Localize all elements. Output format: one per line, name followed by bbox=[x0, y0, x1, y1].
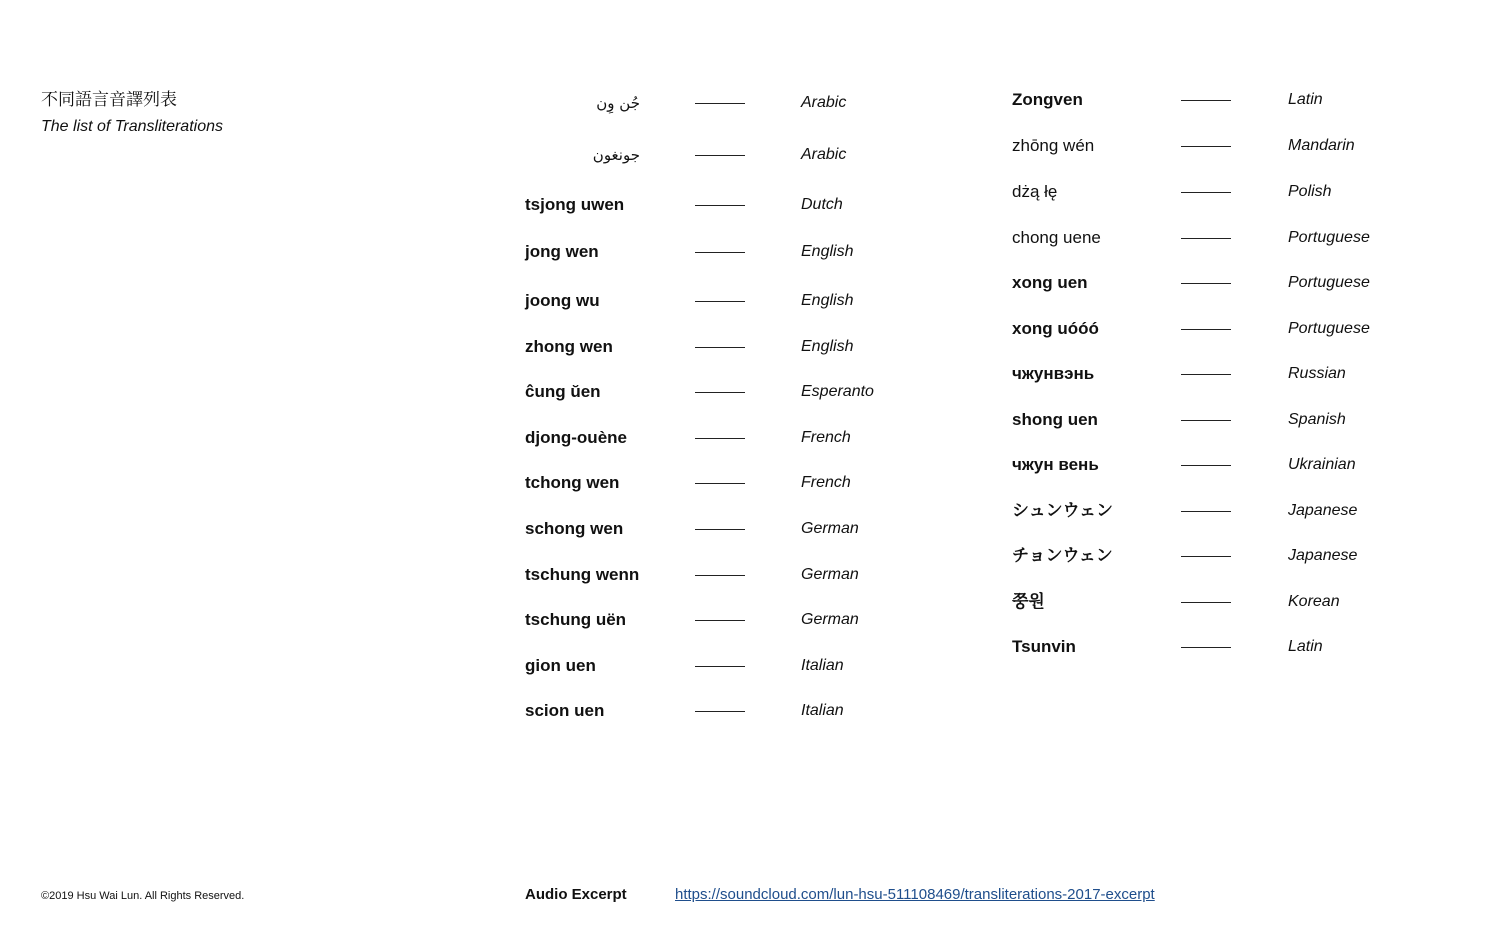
separator-dash bbox=[695, 392, 745, 393]
transliteration-term: 쭝원 bbox=[1012, 592, 1045, 612]
language-name: Japanese bbox=[1288, 502, 1358, 519]
transliteration-term: djong-ouène bbox=[525, 428, 627, 447]
transliteration-term: جُن وِن bbox=[596, 94, 640, 112]
language-name: Mandarin bbox=[1288, 137, 1355, 154]
separator-dash bbox=[695, 483, 745, 484]
language-name: Russian bbox=[1288, 365, 1346, 382]
language-name: French bbox=[801, 429, 851, 446]
transliteration-term: tchong wen bbox=[525, 473, 620, 492]
audio-excerpt-label: Audio Excerpt bbox=[525, 886, 627, 903]
copyright-notice: ©2019 Hsu Wai Lun. All Rights Reserved. bbox=[41, 890, 245, 902]
language-name: German bbox=[801, 566, 859, 583]
audio-excerpt-link[interactable]: https://soundcloud.com/lun-hsu-511108469/transliterations-2017-excerpt bbox=[675, 886, 1155, 903]
separator-dash bbox=[1181, 511, 1231, 512]
transliteration-term: tschung uën bbox=[525, 610, 627, 629]
language-name: German bbox=[801, 611, 859, 628]
language-name: Arabic bbox=[801, 146, 847, 163]
language-name: Portuguese bbox=[1288, 229, 1370, 246]
language-name: Ukrainian bbox=[1288, 456, 1356, 473]
separator-dash bbox=[695, 155, 745, 156]
language-name: Latin bbox=[1288, 638, 1323, 655]
transliteration-term: joong wu bbox=[525, 291, 600, 310]
transliteration-term: scion uen bbox=[525, 701, 605, 720]
transliteration-term: tschung wenn bbox=[525, 565, 640, 584]
transliteration-term: dżą łę bbox=[1012, 182, 1058, 201]
language-name: Japanese bbox=[1288, 547, 1358, 564]
separator-dash bbox=[1181, 465, 1231, 466]
transliteration-term: チョンウェン bbox=[1012, 546, 1113, 566]
separator-dash bbox=[1181, 420, 1231, 421]
language-name: Korean bbox=[1288, 593, 1340, 610]
page-title-chinese: 不同語言音譯列表 bbox=[41, 90, 177, 110]
separator-dash bbox=[1181, 374, 1231, 375]
language-name: Portuguese bbox=[1288, 274, 1370, 291]
language-name: English bbox=[801, 292, 854, 309]
transliteration-term: Zongven bbox=[1012, 90, 1083, 109]
language-name: English bbox=[801, 338, 854, 355]
transliteration-term: xong uóóó bbox=[1012, 319, 1099, 338]
separator-dash bbox=[1181, 283, 1231, 284]
transliteration-term: zhong wen bbox=[525, 337, 613, 356]
separator-dash bbox=[695, 620, 745, 621]
transliteration-term: zhōng wén bbox=[1012, 136, 1095, 155]
separator-dash bbox=[695, 252, 745, 253]
transliteration-term: schong wen bbox=[525, 519, 624, 538]
language-name: Polish bbox=[1288, 183, 1332, 200]
separator-dash bbox=[695, 711, 745, 712]
transliteration-term: シュンウェン bbox=[1012, 501, 1113, 521]
separator-dash bbox=[1181, 238, 1231, 239]
transliteration-term: tsjong uwen bbox=[525, 195, 625, 214]
separator-dash bbox=[1181, 329, 1231, 330]
transliteration-term: jong wen bbox=[525, 242, 599, 261]
language-name: German bbox=[801, 520, 859, 537]
separator-dash bbox=[1181, 100, 1231, 101]
separator-dash bbox=[695, 103, 745, 104]
transliteration-term: ĉung ŭen bbox=[525, 382, 601, 401]
transliteration-term: чжунвэнь bbox=[1012, 364, 1095, 383]
language-name: Arabic bbox=[801, 94, 847, 111]
transliteration-term: gion uen bbox=[525, 656, 596, 675]
separator-dash bbox=[695, 438, 745, 439]
separator-dash bbox=[695, 666, 745, 667]
page-title-english: The list of Transliterations bbox=[41, 118, 223, 135]
transliteration-term: Tsunvin bbox=[1012, 637, 1076, 656]
separator-dash bbox=[695, 301, 745, 302]
language-name: Italian bbox=[801, 657, 844, 674]
separator-dash bbox=[695, 575, 745, 576]
separator-dash bbox=[1181, 192, 1231, 193]
language-name: Esperanto bbox=[801, 383, 874, 400]
language-name: Portuguese bbox=[1288, 320, 1370, 337]
separator-dash bbox=[1181, 602, 1231, 603]
transliteration-term: xong uen bbox=[1012, 273, 1088, 292]
transliteration-term: чжун вень bbox=[1012, 455, 1099, 474]
language-name: Spanish bbox=[1288, 411, 1346, 428]
transliteration-term: shong uen bbox=[1012, 410, 1098, 429]
separator-dash bbox=[695, 205, 745, 206]
language-name: English bbox=[801, 243, 854, 260]
separator-dash bbox=[695, 347, 745, 348]
separator-dash bbox=[1181, 556, 1231, 557]
separator-dash bbox=[695, 529, 745, 530]
separator-dash bbox=[1181, 146, 1231, 147]
transliteration-term: chong uene bbox=[1012, 228, 1101, 247]
separator-dash bbox=[1181, 647, 1231, 648]
transliteration-term: جونغون bbox=[592, 146, 640, 164]
language-name: Italian bbox=[801, 702, 844, 719]
page-header bbox=[41, 88, 223, 139]
language-name: Latin bbox=[1288, 91, 1323, 108]
language-name: Dutch bbox=[801, 196, 843, 213]
language-name: French bbox=[801, 474, 851, 491]
